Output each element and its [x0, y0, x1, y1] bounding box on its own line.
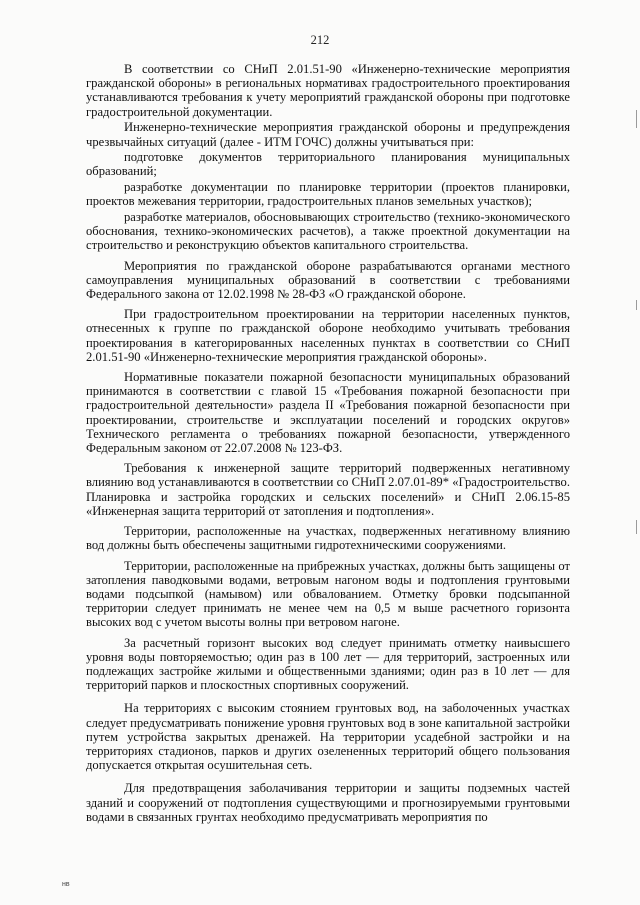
paragraph-5: разработке материалов, обосновывающих строительство (технико-экономического обоснования, технико-экономических расчетов), а также проектной документации на строительство и реконструкцию объектов капитального строительства.	[86, 210, 570, 253]
paragraph-12: За расчетный горизонт высоких вод следует принимать отметку наивысшего уровня воды повторяемостью; один раз в 100 лет — для территорий, застроенных или подлежащих застройке жилыми и общественными зданиями; один раз в 10 лет — для территорий парков и плоскостных спортивных сооружений.	[86, 635, 570, 693]
paragraph-3: подготовке документов территориального планирования муниципальных образований;	[86, 150, 570, 179]
scan-edge-mark	[636, 520, 637, 534]
paragraph-8: Нормативные показатели пожарной безопасности муниципальных образований принимаются в соответствии с главой 15 «Требования пожарной безопасности при градостроительной деятельности» раздела II «Требования пожарной безопасности при проектировании, строительстве и эксплуатации поселений и городских округов» Технического регламента о требованиях пожарной безопасности, утвержденного Федеральным законом от 22.07.2008 № 123-ФЗ.	[86, 370, 570, 456]
paragraph-7: При градостроительном проектировании на территории населенных пунктов, отнесенных к группе по гражданской обороне необходимо учитывать требования проектирования в категорированных населенных пунктах в соответствии со СНиП 2.01.51-90 «Инженерно-технические мероприятия гражданской обороны».	[86, 307, 570, 364]
paragraph-11: Территории, расположенные на прибрежных участках, должны быть защищены от затопления паводковыми водами, ветровым нагоном воды и подтопления грунтовыми водами подсыпкой (намывом) или обвалованием. Отметку бровки подсыпанной территории следует принимать не менее чем на 0,5 м выше расчетного горизонта высоких вод с учетом высоты волны при ветровом нагоне.	[86, 558, 570, 630]
paragraph-1: В соответствии со СНиП 2.01.51-90 «Инженерно-технические мероприятия гражданской обороны» в региональных нормативах градостроительного проектирования устанавливаются требования к учету мероприятий гражданской обороны при подготовке градостроительной документации.	[86, 62, 570, 119]
paragraph-2: Инженерно-технические мероприятия гражданской обороны и предупреждения чрезвычайных ситуаций (далее - ИТМ ГОЧС) должны учитываться при:	[86, 120, 570, 149]
paragraph-14: Для предотвращения заболачивания территории и защиты подземных частей зданий и сооружений от подтопления существующими и прогнозируемыми грунтовыми водами в связанных грунтах необходимо предусматривать мероприятия по	[86, 781, 570, 824]
scan-edge-mark	[636, 110, 637, 128]
document-body	[86, 62, 570, 824]
paragraph-4: разработке документации по планировке территории (проектов планировки, проектов межевания территории, градостроительных планов земельных участков);	[86, 180, 570, 209]
paragraph-10: Территории, расположенные на участках, подверженных негативному влиянию вод должны быть обеспечены защитными гидротехническими сооружениями.	[86, 524, 570, 553]
footer-mark: нв	[62, 881, 70, 888]
page-number: 212	[310, 33, 330, 47]
paragraph-13: На территориях с высоким стоянием грунтовых вод, на заболоченных участках следует предусматривать понижение уровня грунтовых вод в зоне капитальной застройки путем устройства закрытых дренажей. На территории усадебной застройки и на территориях стадионов, парков и других озелененных территорий общего пользования допускается открытая осушительная сеть.	[86, 701, 570, 773]
scan-edge-mark	[636, 300, 637, 310]
paragraph-6: Мероприятия по гражданской обороне разрабатываются органами местного самоуправления муниципальных образований в соответствии с требованиями Федерального закона от 12.02.1998 № 28-ФЗ «О гражданской обороне.	[86, 258, 570, 302]
paragraph-9: Требования к инженерной защите территорий подверженных негативному влиянию вод устанавливаются в соответствии со СНиП 2.07.01-89* «Градостроительство. Планировка и застройка городских и сельских поселений» и СНиП 2.06.15-85 «Инженерная защита территорий от затопления и подтопления».	[86, 461, 570, 518]
